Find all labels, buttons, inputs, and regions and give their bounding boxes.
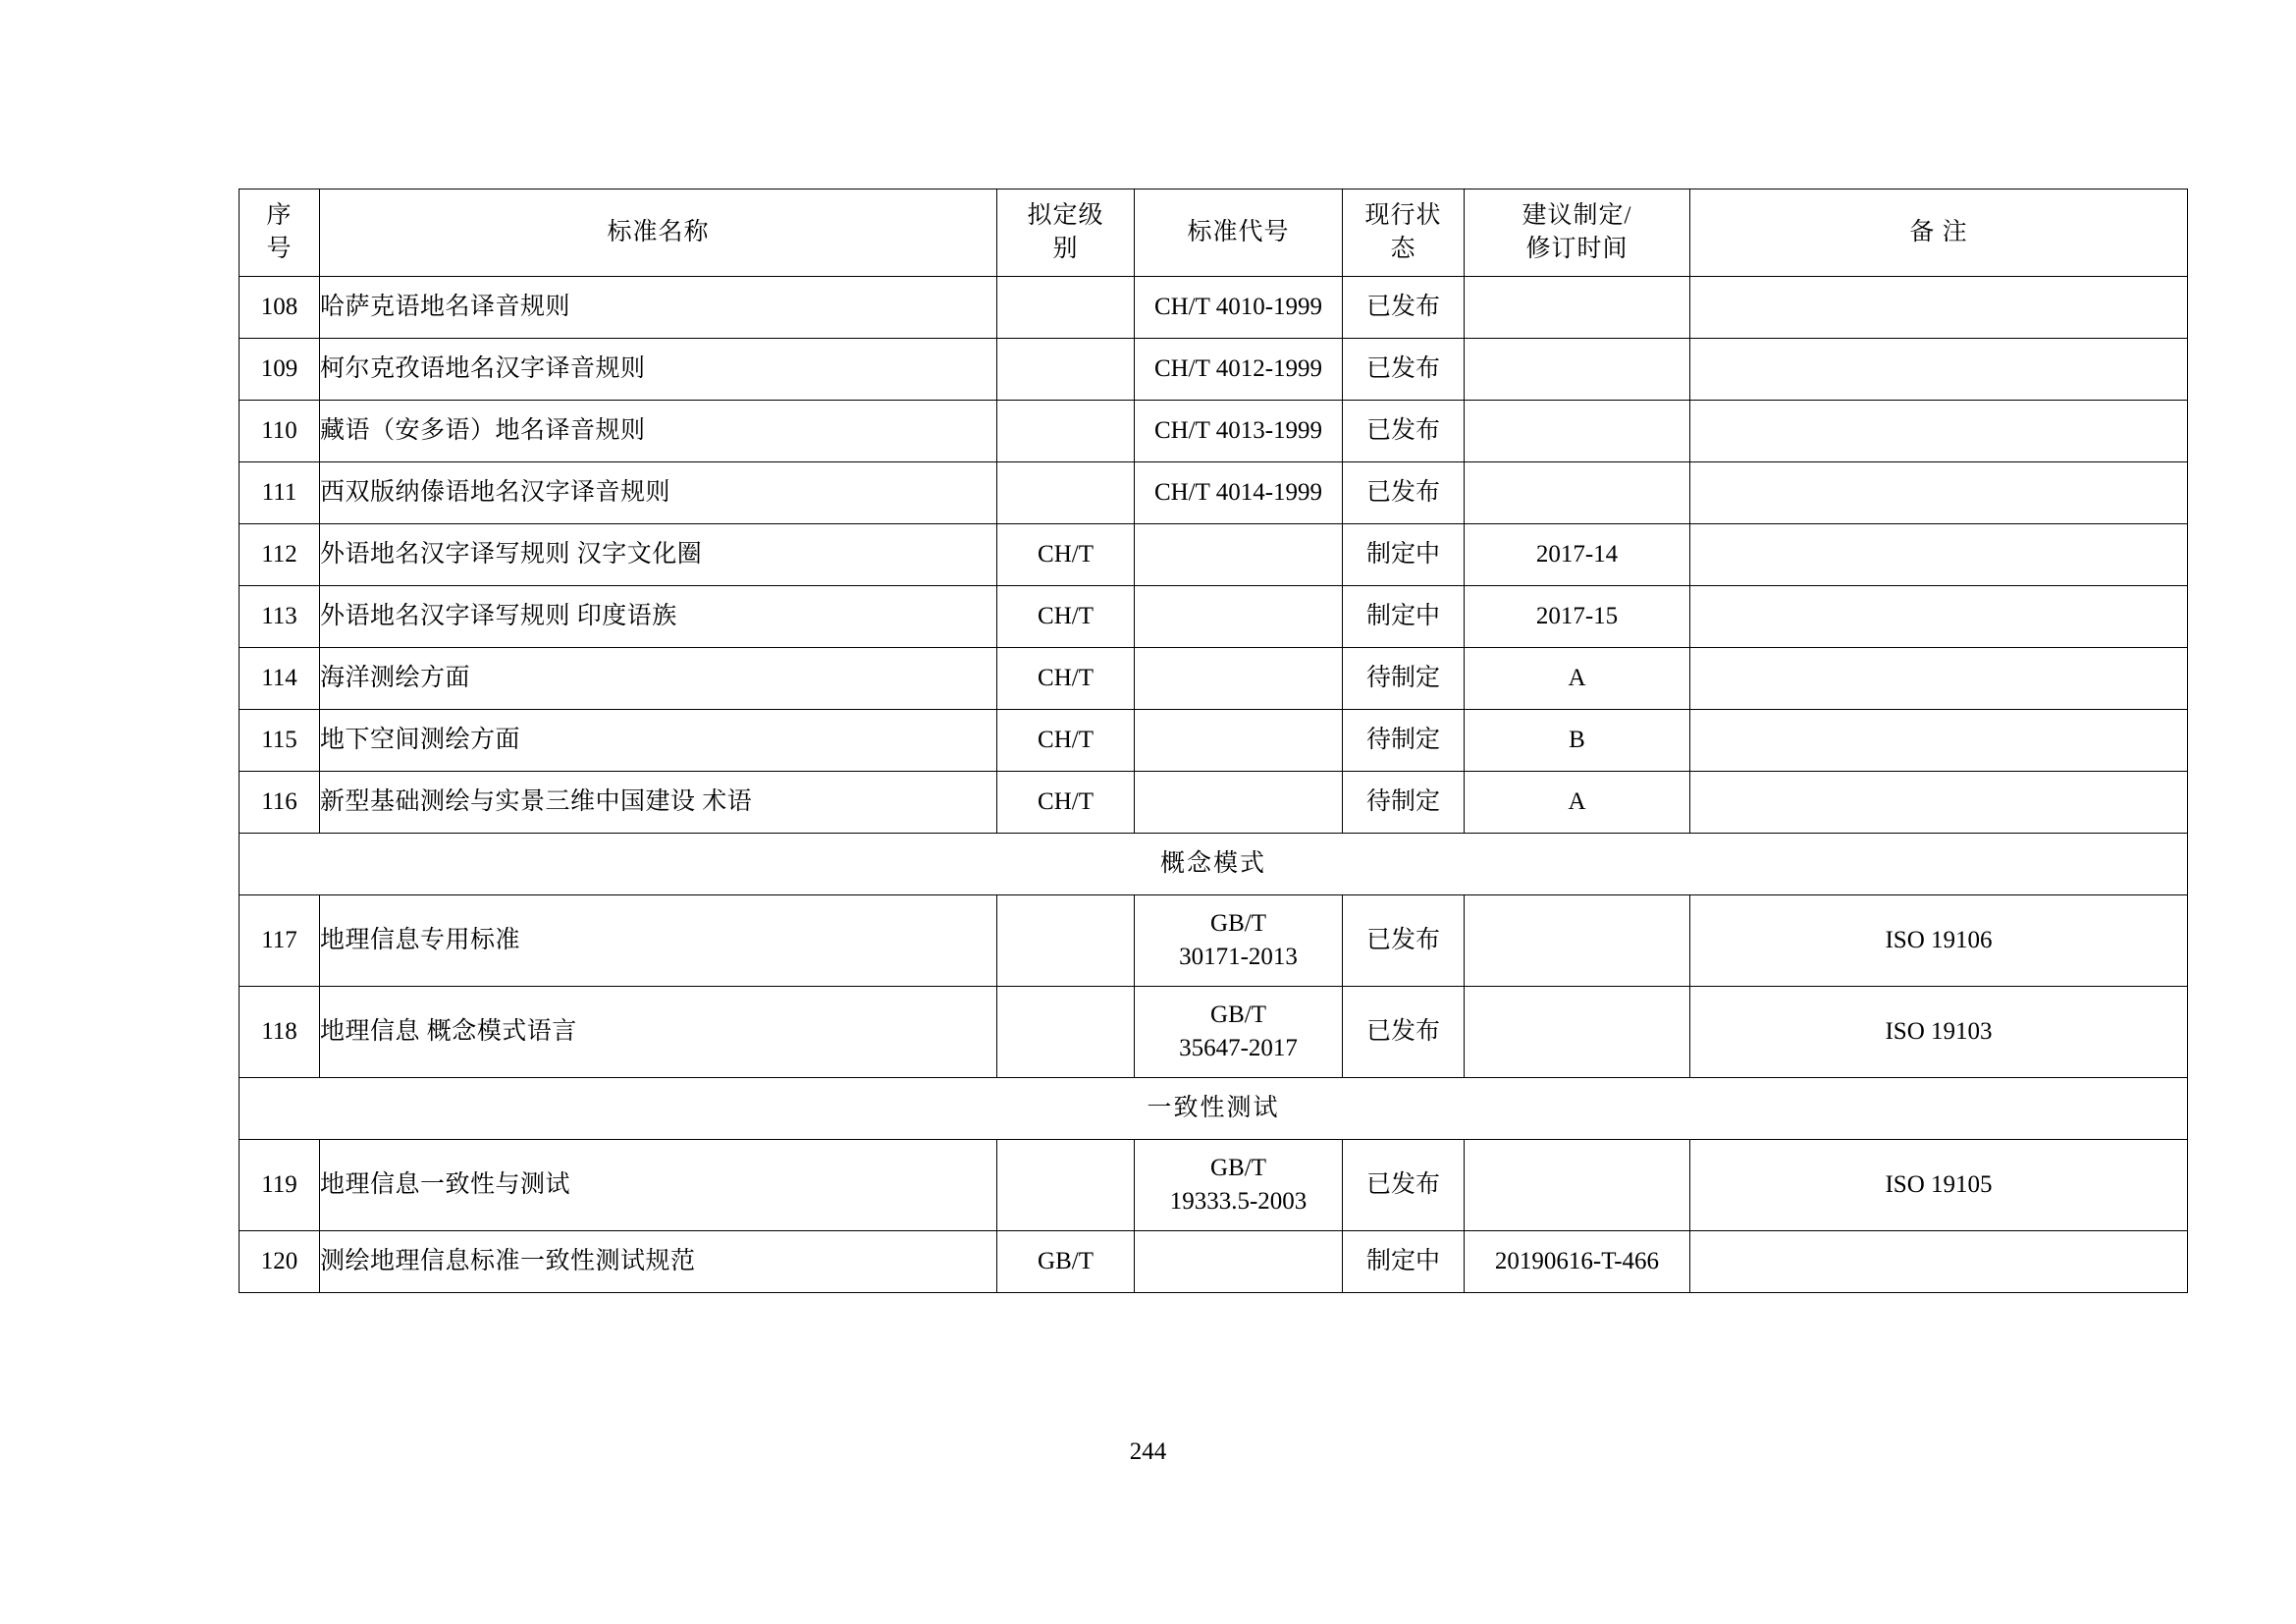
column-header-state (1343, 189, 1465, 277)
cell-name: 测绘地理信息标准一致性测试规范 (320, 1231, 997, 1293)
table-row (240, 277, 2188, 339)
table-row (240, 1231, 2188, 1293)
cell-note (1690, 772, 2188, 834)
column-header-state-line2: 态 (1390, 236, 1416, 262)
column-header-seq-line2: 号 (266, 236, 293, 262)
column-header-time (1465, 189, 1690, 277)
cell-seq: 118 (240, 987, 320, 1078)
column-header-seq (240, 189, 320, 277)
cell-code: CH/T 4012-1999 (1135, 339, 1343, 401)
cell-code (1135, 895, 1343, 987)
cell-level: GB/T (997, 1231, 1135, 1293)
column-header-time-line2: 修订时间 (1525, 236, 1629, 262)
cell-level: CH/T (997, 648, 1135, 710)
cell-state: 已发布 (1343, 895, 1465, 987)
table-body (240, 277, 2188, 1293)
column-header-code: 标准代号 (1135, 189, 1343, 277)
cell-level (997, 277, 1135, 339)
cell-note: ISO 19103 (1690, 987, 2188, 1078)
cell-code-line2: 19333.5-2003 (1169, 1188, 1308, 1215)
cell-seq: 114 (240, 648, 320, 710)
cell-state: 已发布 (1343, 1140, 1465, 1231)
cell-state: 已发布 (1343, 339, 1465, 401)
cell-time (1465, 462, 1690, 524)
cell-seq: 110 (240, 401, 320, 462)
cell-note (1690, 586, 2188, 648)
standards-table (239, 189, 2188, 1293)
cell-level: CH/T (997, 586, 1135, 648)
cell-name: 柯尔克孜语地名汉字译音规则 (320, 339, 997, 401)
cell-seq: 111 (240, 462, 320, 524)
cell-name: 地理信息一致性与测试 (320, 1140, 997, 1231)
cell-code: CH/T 4013-1999 (1135, 401, 1343, 462)
column-header-level (997, 189, 1135, 277)
cell-level (997, 895, 1135, 987)
cell-seq: 108 (240, 277, 320, 339)
cell-note (1690, 462, 2188, 524)
cell-name: 地下空间测绘方面 (320, 710, 997, 772)
cell-time: A (1465, 648, 1690, 710)
cell-level (997, 462, 1135, 524)
cell-state: 待制定 (1343, 648, 1465, 710)
cell-time (1465, 987, 1690, 1078)
cell-time (1465, 1140, 1690, 1231)
column-header-note: 备 注 (1690, 189, 2188, 277)
cell-code (1135, 772, 1343, 834)
cell-time: B (1465, 710, 1690, 772)
table-row (240, 1140, 2188, 1231)
table-row (240, 586, 2188, 648)
table-section-row (240, 1078, 2188, 1140)
cell-state: 制定中 (1343, 524, 1465, 586)
cell-code-line1: GB/T (1210, 910, 1266, 938)
cell-note: ISO 19105 (1690, 1140, 2188, 1231)
cell-code-line2: 35647-2017 (1179, 1035, 1298, 1061)
cell-code: CH/T 4010-1999 (1135, 277, 1343, 339)
cell-code (1135, 710, 1343, 772)
table-row (240, 339, 2188, 401)
page-number: 244 (1129, 1438, 1167, 1465)
column-header-level-line2: 别 (1052, 236, 1079, 262)
column-header-name: 标准名称 (320, 189, 997, 277)
cell-state: 待制定 (1343, 772, 1465, 834)
column-header-state-line1: 现行状 (1364, 202, 1442, 230)
table-row (240, 401, 2188, 462)
cell-note (1690, 1231, 2188, 1293)
table-row (240, 648, 2188, 710)
cell-seq: 109 (240, 339, 320, 401)
cell-seq: 112 (240, 524, 320, 586)
cell-code-line1: GB/T (1210, 1155, 1266, 1182)
cell-name: 哈萨克语地名译音规则 (320, 277, 997, 339)
cell-note (1690, 710, 2188, 772)
cell-time (1465, 401, 1690, 462)
cell-note (1690, 524, 2188, 586)
column-header-time-line1: 建议制定/ (1522, 202, 1632, 230)
cell-code (1135, 586, 1343, 648)
cell-state: 制定中 (1343, 1231, 1465, 1293)
cell-code (1135, 524, 1343, 586)
cell-seq: 116 (240, 772, 320, 834)
table-row (240, 524, 2188, 586)
cell-state: 已发布 (1343, 987, 1465, 1078)
cell-time (1465, 895, 1690, 987)
cell-level: CH/T (997, 710, 1135, 772)
cell-code (1135, 648, 1343, 710)
table-header-row (240, 189, 2188, 277)
cell-time: 2017-15 (1465, 586, 1690, 648)
table-section-row (240, 834, 2188, 895)
cell-name: 地理信息 概念模式语言 (320, 987, 997, 1078)
cell-level (997, 987, 1135, 1078)
section-title: 概念模式 (240, 834, 2188, 895)
column-header-seq-line1: 序 (266, 202, 293, 230)
table-row (240, 987, 2188, 1078)
cell-time: 20190616-T-466 (1465, 1231, 1690, 1293)
cell-seq: 115 (240, 710, 320, 772)
cell-level (997, 401, 1135, 462)
cell-name: 西双版纳傣语地名汉字译音规则 (320, 462, 997, 524)
cell-note: ISO 19106 (1690, 895, 2188, 987)
section-title: 一致性测试 (240, 1078, 2188, 1140)
cell-level: CH/T (997, 524, 1135, 586)
cell-seq: 117 (240, 895, 320, 987)
cell-state: 已发布 (1343, 277, 1465, 339)
cell-note (1690, 648, 2188, 710)
cell-time (1465, 339, 1690, 401)
cell-level: CH/T (997, 772, 1135, 834)
cell-level (997, 339, 1135, 401)
cell-seq: 113 (240, 586, 320, 648)
table-header (240, 189, 2188, 277)
cell-state: 已发布 (1343, 401, 1465, 462)
cell-time: A (1465, 772, 1690, 834)
cell-state: 已发布 (1343, 462, 1465, 524)
cell-name: 新型基础测绘与实景三维中国建设 术语 (320, 772, 997, 834)
cell-state: 待制定 (1343, 710, 1465, 772)
cell-note (1690, 277, 2188, 339)
cell-time: 2017-14 (1465, 524, 1690, 586)
table-row (240, 772, 2188, 834)
column-header-level-line1: 拟定级 (1027, 202, 1104, 230)
cell-code-line1: GB/T (1210, 1001, 1266, 1029)
cell-level (997, 1140, 1135, 1231)
cell-code (1135, 1140, 1343, 1231)
cell-code-line2: 30171-2013 (1179, 944, 1298, 970)
cell-state: 制定中 (1343, 586, 1465, 648)
cell-time (1465, 277, 1690, 339)
cell-code: CH/T 4014-1999 (1135, 462, 1343, 524)
cell-name: 外语地名汉字译写规则 汉字文化圈 (320, 524, 997, 586)
cell-code (1135, 987, 1343, 1078)
table-row (240, 895, 2188, 987)
cell-name: 地理信息专用标准 (320, 895, 997, 987)
cell-note (1690, 401, 2188, 462)
standards-table-container (239, 189, 2187, 1293)
cell-name: 藏语（安多语）地名译音规则 (320, 401, 997, 462)
cell-name: 海洋测绘方面 (320, 648, 997, 710)
table-row (240, 462, 2188, 524)
cell-name: 外语地名汉字译写规则 印度语族 (320, 586, 997, 648)
table-row (240, 710, 2188, 772)
cell-note (1690, 339, 2188, 401)
cell-seq: 120 (240, 1231, 320, 1293)
cell-seq: 119 (240, 1140, 320, 1231)
cell-code (1135, 1231, 1343, 1293)
